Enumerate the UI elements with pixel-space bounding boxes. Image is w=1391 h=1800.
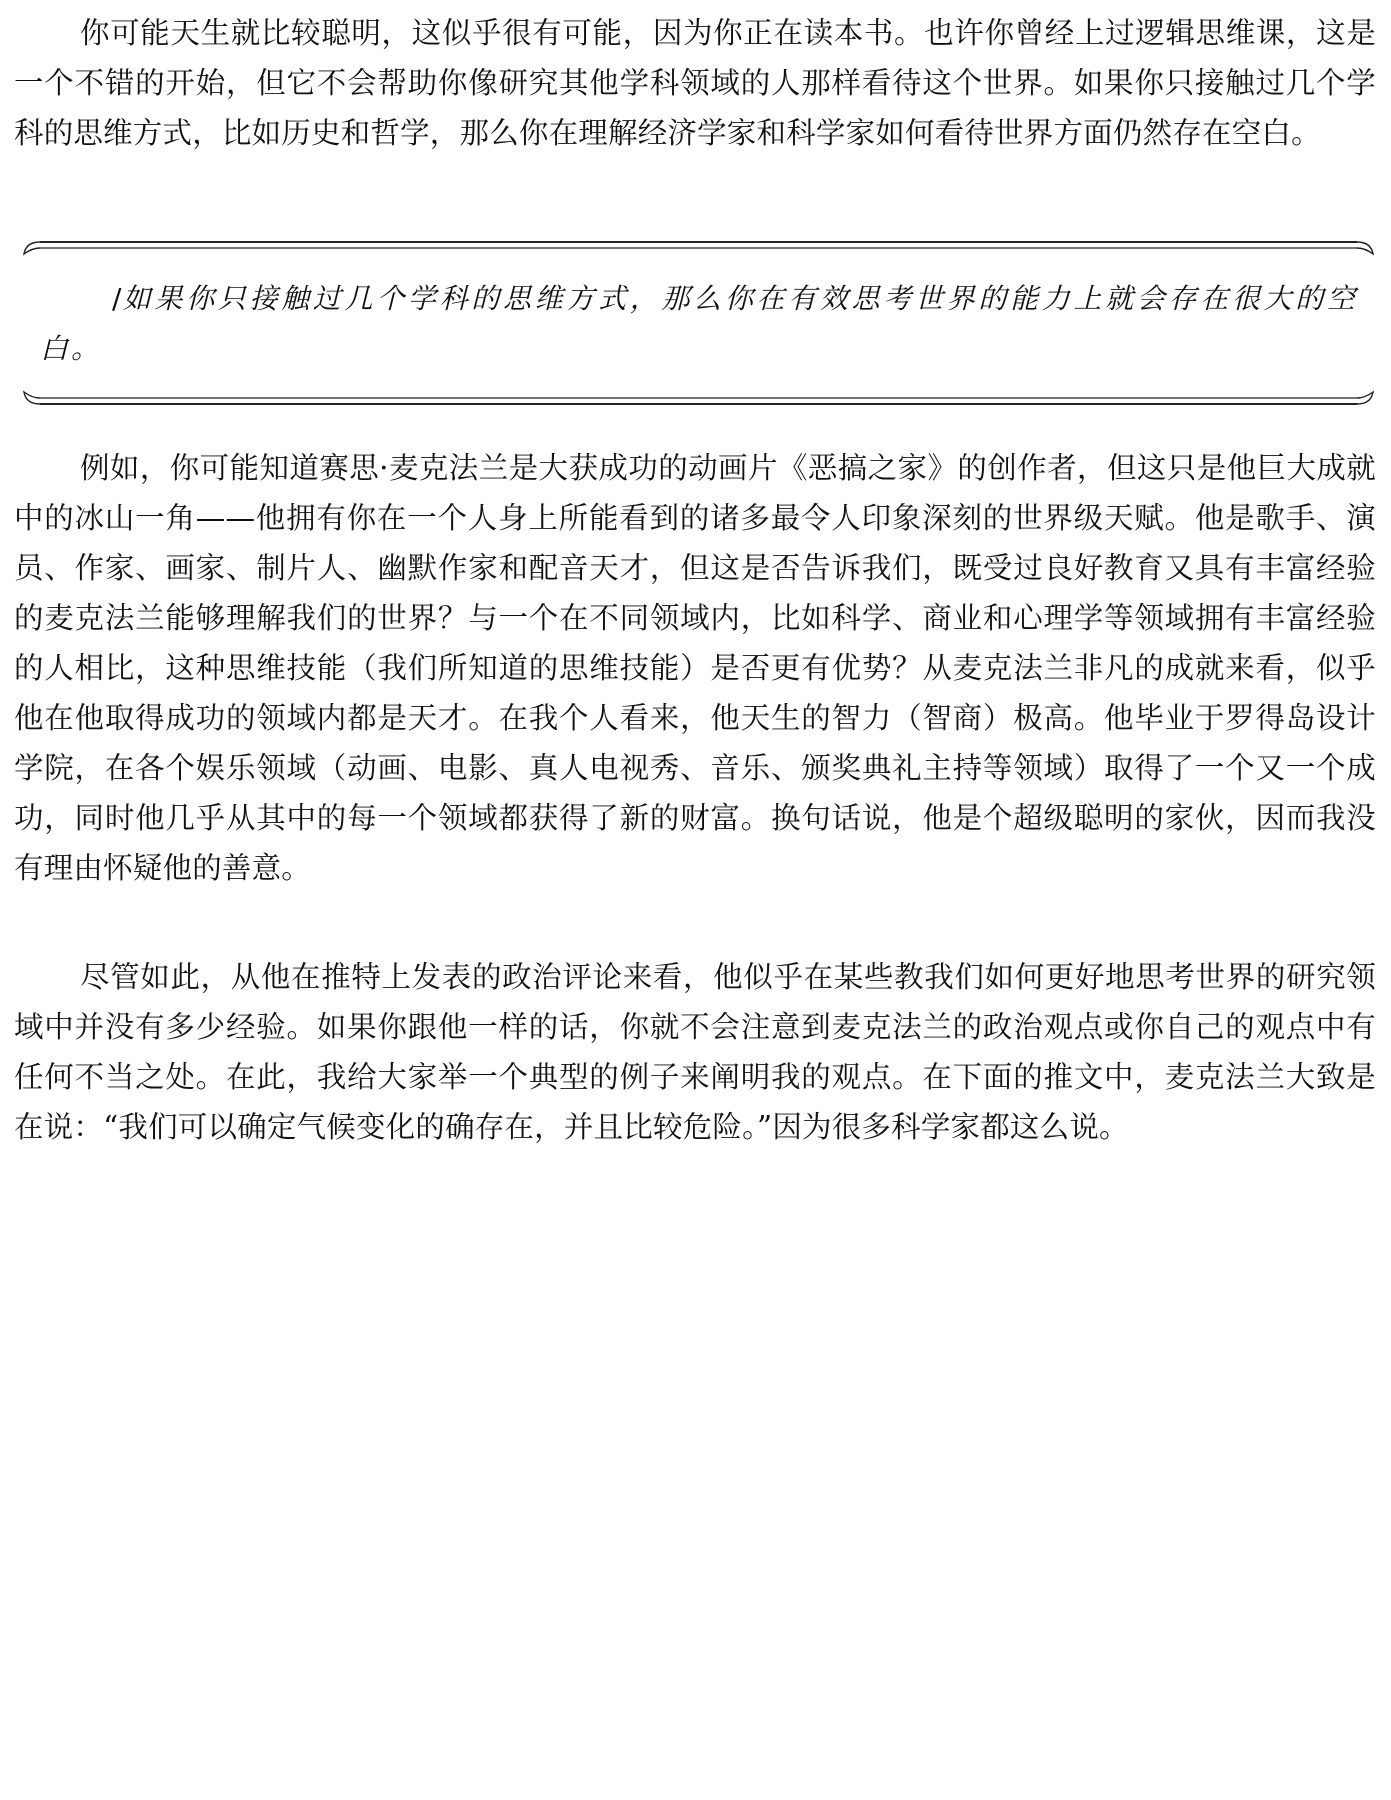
paragraph-2: 例如，你可能知道赛思·麦克法兰是大获成功的动画片《恶搞之家》的创作者，但这只是他巨大成就中的冰山一角——他拥有你在一个人身上所能看到的诸多最令人印象深刻的世界级天赋。他是歌手、演员、作家、画家、制片人、幽默作家和配音天才，但这是否告诉我们，既受过良好教育又具有丰富经验的麦克法兰能够理解我们的世界？与一个在不同领域内，比如科学、商业和心理学等领域拥有丰富经验的人相比，这种思维技能（我们所知道的思维技能）是否更有优势？从麦克法兰非凡的成就来看，似乎他在他取得成功的领域内都是天才。在我个人看来，他天生的智力（智商）极高。他毕业于罗得岛设计学院，在各个娱乐领域（动画、电影、真人电视秀、音乐、颁奖典礼主持等领域）取得了一个又一个成功，同时他几乎从其中的每一个领域都获得了新的财富。换句话说，他是个超级聪明的家伙，因而我没有理由怀疑他的善意。 — [14, 451, 1376, 885]
quote-slash-mark: / — [112, 282, 125, 315]
pull-quote-box — [22, 228, 1375, 418]
pull-quote-text: 如果你只接触过几个学科的思维方式，那么你在有效思考世界的能力上就会存在很大的空白。 — [40, 282, 1358, 365]
paragraph-1: 你可能天生就比较聪明，这似乎很有可能，因为你正在读本书。也许你曾经上过逻辑思维课，这是一个不错的开始，但它不会帮助你像研究其他学科领域的人那样看待这个世界。如果你只接触过几个学科的思维方式，比如历史和哲学，那么你在理解经济学家和科学家如何看待世界方面仍然存在空白。 — [14, 16, 1376, 150]
pull-quote — [40, 274, 1358, 374]
paragraph-3: 尽管如此，从他在推特上发表的政治评论来看，他似乎在某些教我们如何更好地思考世界的研究领域中并没有多少经验。如果你跟他一样的话，你就不会注意到麦克法兰的政治观点或你自己的观点中有任何不当之处。在此，我给大家举一个典型的例子来阐明我的观点。在下面的推文中，麦克法兰大致是在说：“我们可以确定气候变化的确存在，并且比较危险。”因为很多科学家都这么说。 — [14, 960, 1376, 1144]
